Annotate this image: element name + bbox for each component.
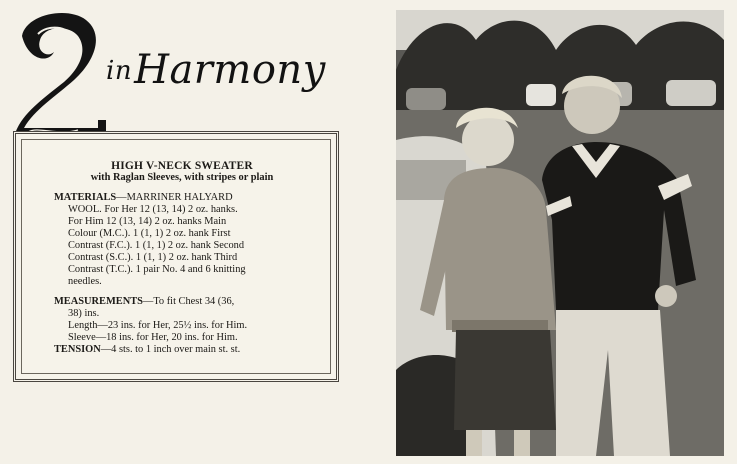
pattern-heading: HIGH V-NECK SWEATER [111, 160, 253, 172]
materials-line: For Him 12 (13, 14) 2 oz. hanks Main [68, 216, 227, 227]
measurements-line: 38) ins. [68, 308, 100, 319]
materials-line: Contrast (F.C.). 1 (1, 1) 2 oz. hank Second [68, 240, 245, 251]
measurements-first: —To fit Chest 34 (36, [142, 296, 235, 307]
measurements-line: Sleeve—18 ins. for Her, 20 ins. for Him. [68, 332, 238, 343]
title-prefix: in [106, 56, 133, 86]
tension-label: TENSION [54, 344, 101, 355]
measurements-line: Length—23 ins. for Her, 25½ ins. for Him. [68, 320, 248, 331]
materials-line: WOOL. For Her 12 (13, 14) 2 oz. hanks. [68, 204, 238, 215]
pattern-subheading: with Raglan Sleeves, with stripes or plain [90, 172, 274, 183]
tension-text: —4 sts. to 1 inch over main st. st. [100, 344, 241, 355]
materials-line: Contrast (S.C.). 1 (1, 1) 2 oz. hank Third [68, 252, 238, 263]
photo-couple [396, 10, 724, 456]
title-text [106, 46, 326, 95]
photo-illustration [396, 10, 724, 456]
pattern-box [13, 131, 339, 382]
title-block [8, 6, 368, 138]
materials-first: —MARRINER HALYARD [116, 192, 233, 203]
materials-line: needles. [68, 276, 102, 287]
pattern-content [54, 160, 310, 364]
title-word: Harmony [134, 47, 326, 93]
materials-line: Contrast (T.C.). 1 pair No. 4 and 6 knitting [68, 264, 246, 275]
materials-label: MATERIALS [54, 192, 117, 203]
materials-line: Colour (M.C.). 1 (1, 1) 2 oz. hank First [68, 228, 231, 239]
measurements-section [54, 296, 310, 356]
measurements-label: MEASUREMENTS [54, 296, 143, 307]
materials-section [54, 192, 310, 288]
